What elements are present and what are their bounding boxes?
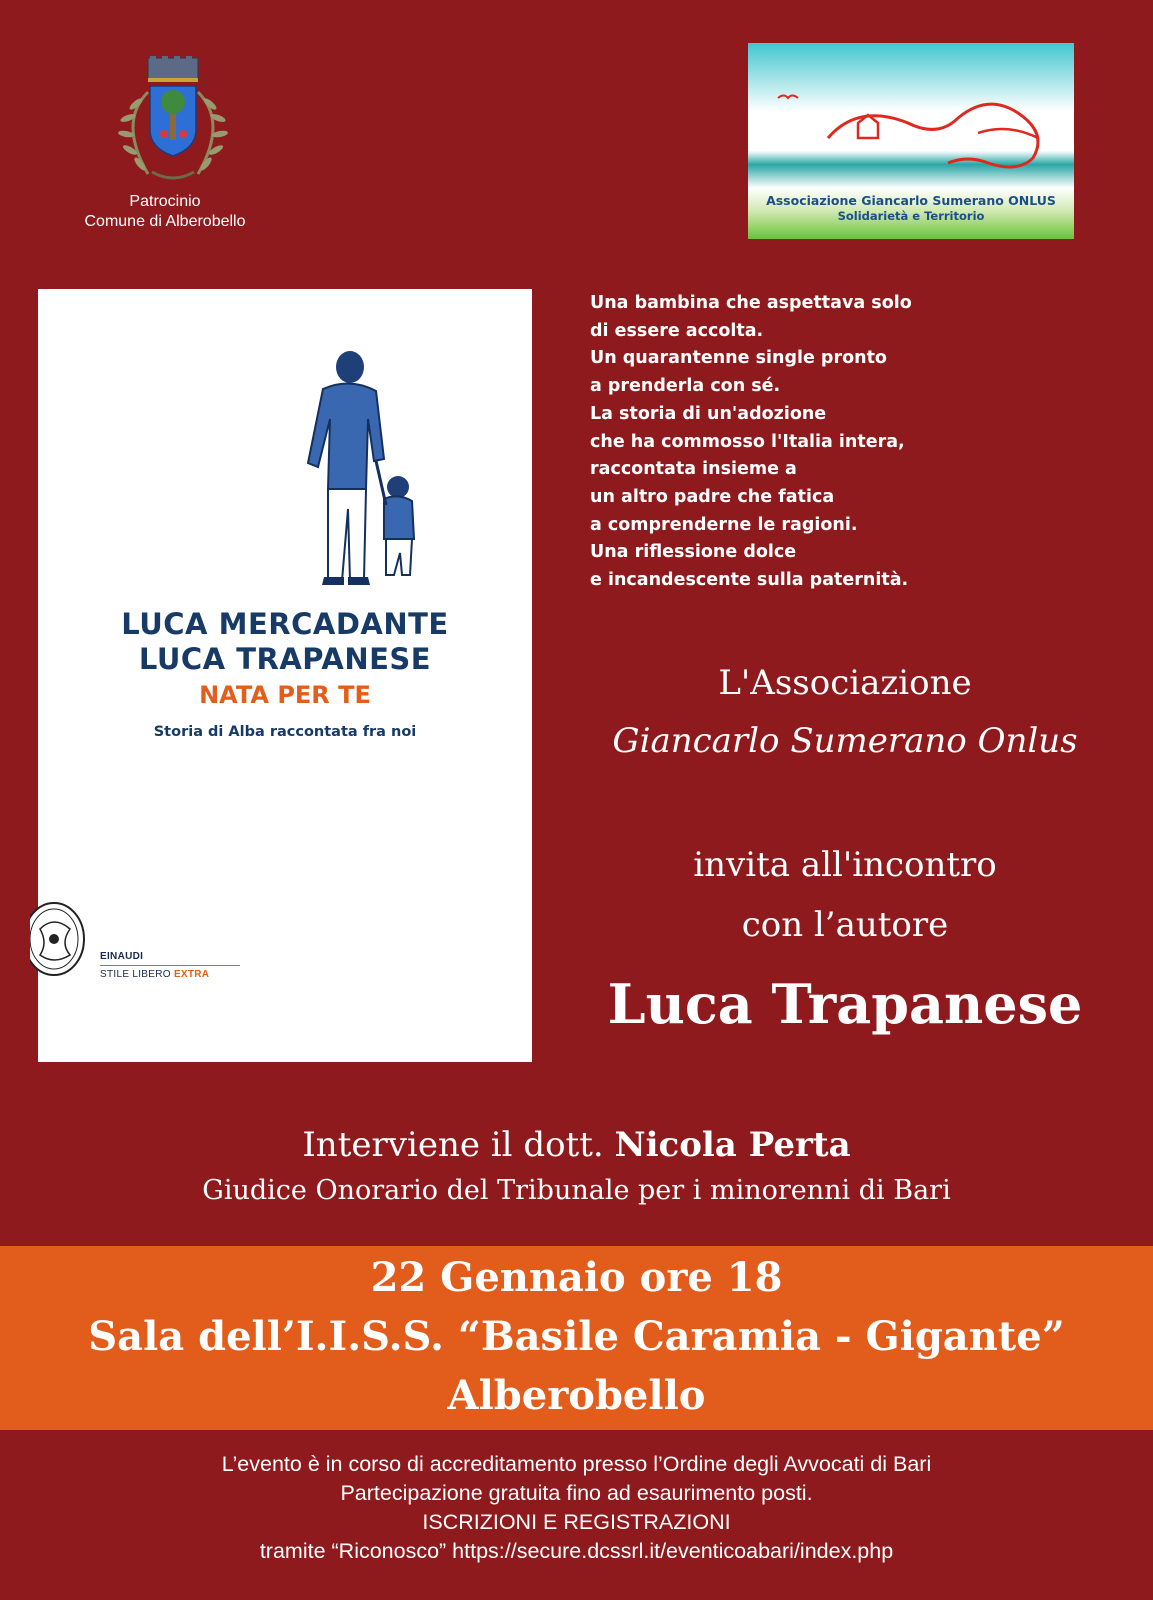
footer-registration-link[interactable]: tramite “Riconosco” https://secure.dcssrl.it/eventicoabari/index.php: [259, 1539, 894, 1563]
event-city: Alberobello: [447, 1372, 706, 1419]
blurb-line: La storia di un'adozione: [590, 403, 827, 424]
author-name: Luca Trapanese: [607, 972, 1083, 1036]
event-venue: Sala dell’I.I.S.S. “Basile Caramia - Gigante”: [88, 1313, 1065, 1360]
patronage-line-2: Comune di Alberobello: [84, 213, 246, 230]
footer-registration-heading: ISCRIZIONI E REGISTRAZIONI: [422, 1510, 731, 1534]
book-author-2: LUCA TRAPANESE: [138, 642, 432, 676]
speaker-line: [0, 1122, 1153, 1168]
association-name-line-2: Giancarlo Sumerano Onlus: [612, 721, 1078, 761]
invitation-line-1: invita all'incontro: [693, 845, 997, 885]
book-blurb: [590, 290, 1110, 595]
publisher-series: [100, 969, 209, 980]
event-banner: [0, 1246, 1153, 1430]
blurb-line: che ha commosso l'Italia intera,: [590, 431, 905, 452]
blurb-line: raccontata insieme a: [590, 459, 797, 480]
association-name-line-1: L'Associazione: [718, 663, 972, 703]
blurb-line: a prenderla con sé.: [590, 376, 781, 397]
father-child-illustration: [288, 349, 428, 609]
book-cover: [38, 289, 532, 1062]
footer-participation: Partecipazione gratuita fino ad esaurimento posti.: [340, 1481, 813, 1505]
speaker-prefix: Interviene il dott.: [302, 1125, 615, 1165]
book-title: NATA PER TE: [199, 681, 371, 709]
publisher-rule: [100, 965, 240, 966]
patronage-line-1: Patrocinio: [129, 193, 201, 210]
publisher-seal-icon: [30, 899, 90, 979]
speaker-role: Giudice Onorario del Tribunale per i minorenni di Bari: [202, 1175, 951, 1206]
book-subtitle: Storia di Alba raccontata fra noi: [153, 724, 417, 740]
footer-notes: [0, 1450, 1153, 1566]
patronage-caption: [40, 192, 290, 232]
blurb-line: a comprenderne le ragioni.: [590, 514, 858, 535]
publisher-name: EINAUDI: [100, 951, 144, 962]
speaker-name: Nicola Perta: [614, 1125, 851, 1165]
blurb-line: Una bambina che aspettava solo: [590, 293, 912, 313]
blurb-line: Un quarantenne single pronto: [590, 348, 887, 369]
publisher-series-prefix: STILE LIBERO: [100, 969, 174, 980]
blurb-line: di essere accolta.: [590, 320, 764, 341]
invitation-line-2: con l’autore: [741, 905, 949, 945]
blurb-line: un altro padre che fatica: [590, 486, 835, 507]
crest-logo: [108, 52, 238, 192]
blurb-line: e incandescente sulla paternità.: [590, 570, 909, 591]
association-logo-subtitle: Solidarietà e Territorio: [837, 209, 985, 223]
footer-accreditation: L’evento è in corso di accreditamento presso l’Ordine degli Avvocati di Bari: [221, 1452, 932, 1476]
association-logo-name: Associazione Giancarlo Sumerano ONLUS: [766, 193, 1056, 208]
publisher-series-suffix: EXTRA: [173, 969, 210, 980]
book-author-1: LUCA MERCADANTE: [121, 607, 449, 641]
event-date: 22 Gennaio ore 18: [370, 1254, 783, 1301]
blurb-line: Una riflessione dolce: [590, 542, 797, 563]
association-logo: [748, 43, 1074, 239]
